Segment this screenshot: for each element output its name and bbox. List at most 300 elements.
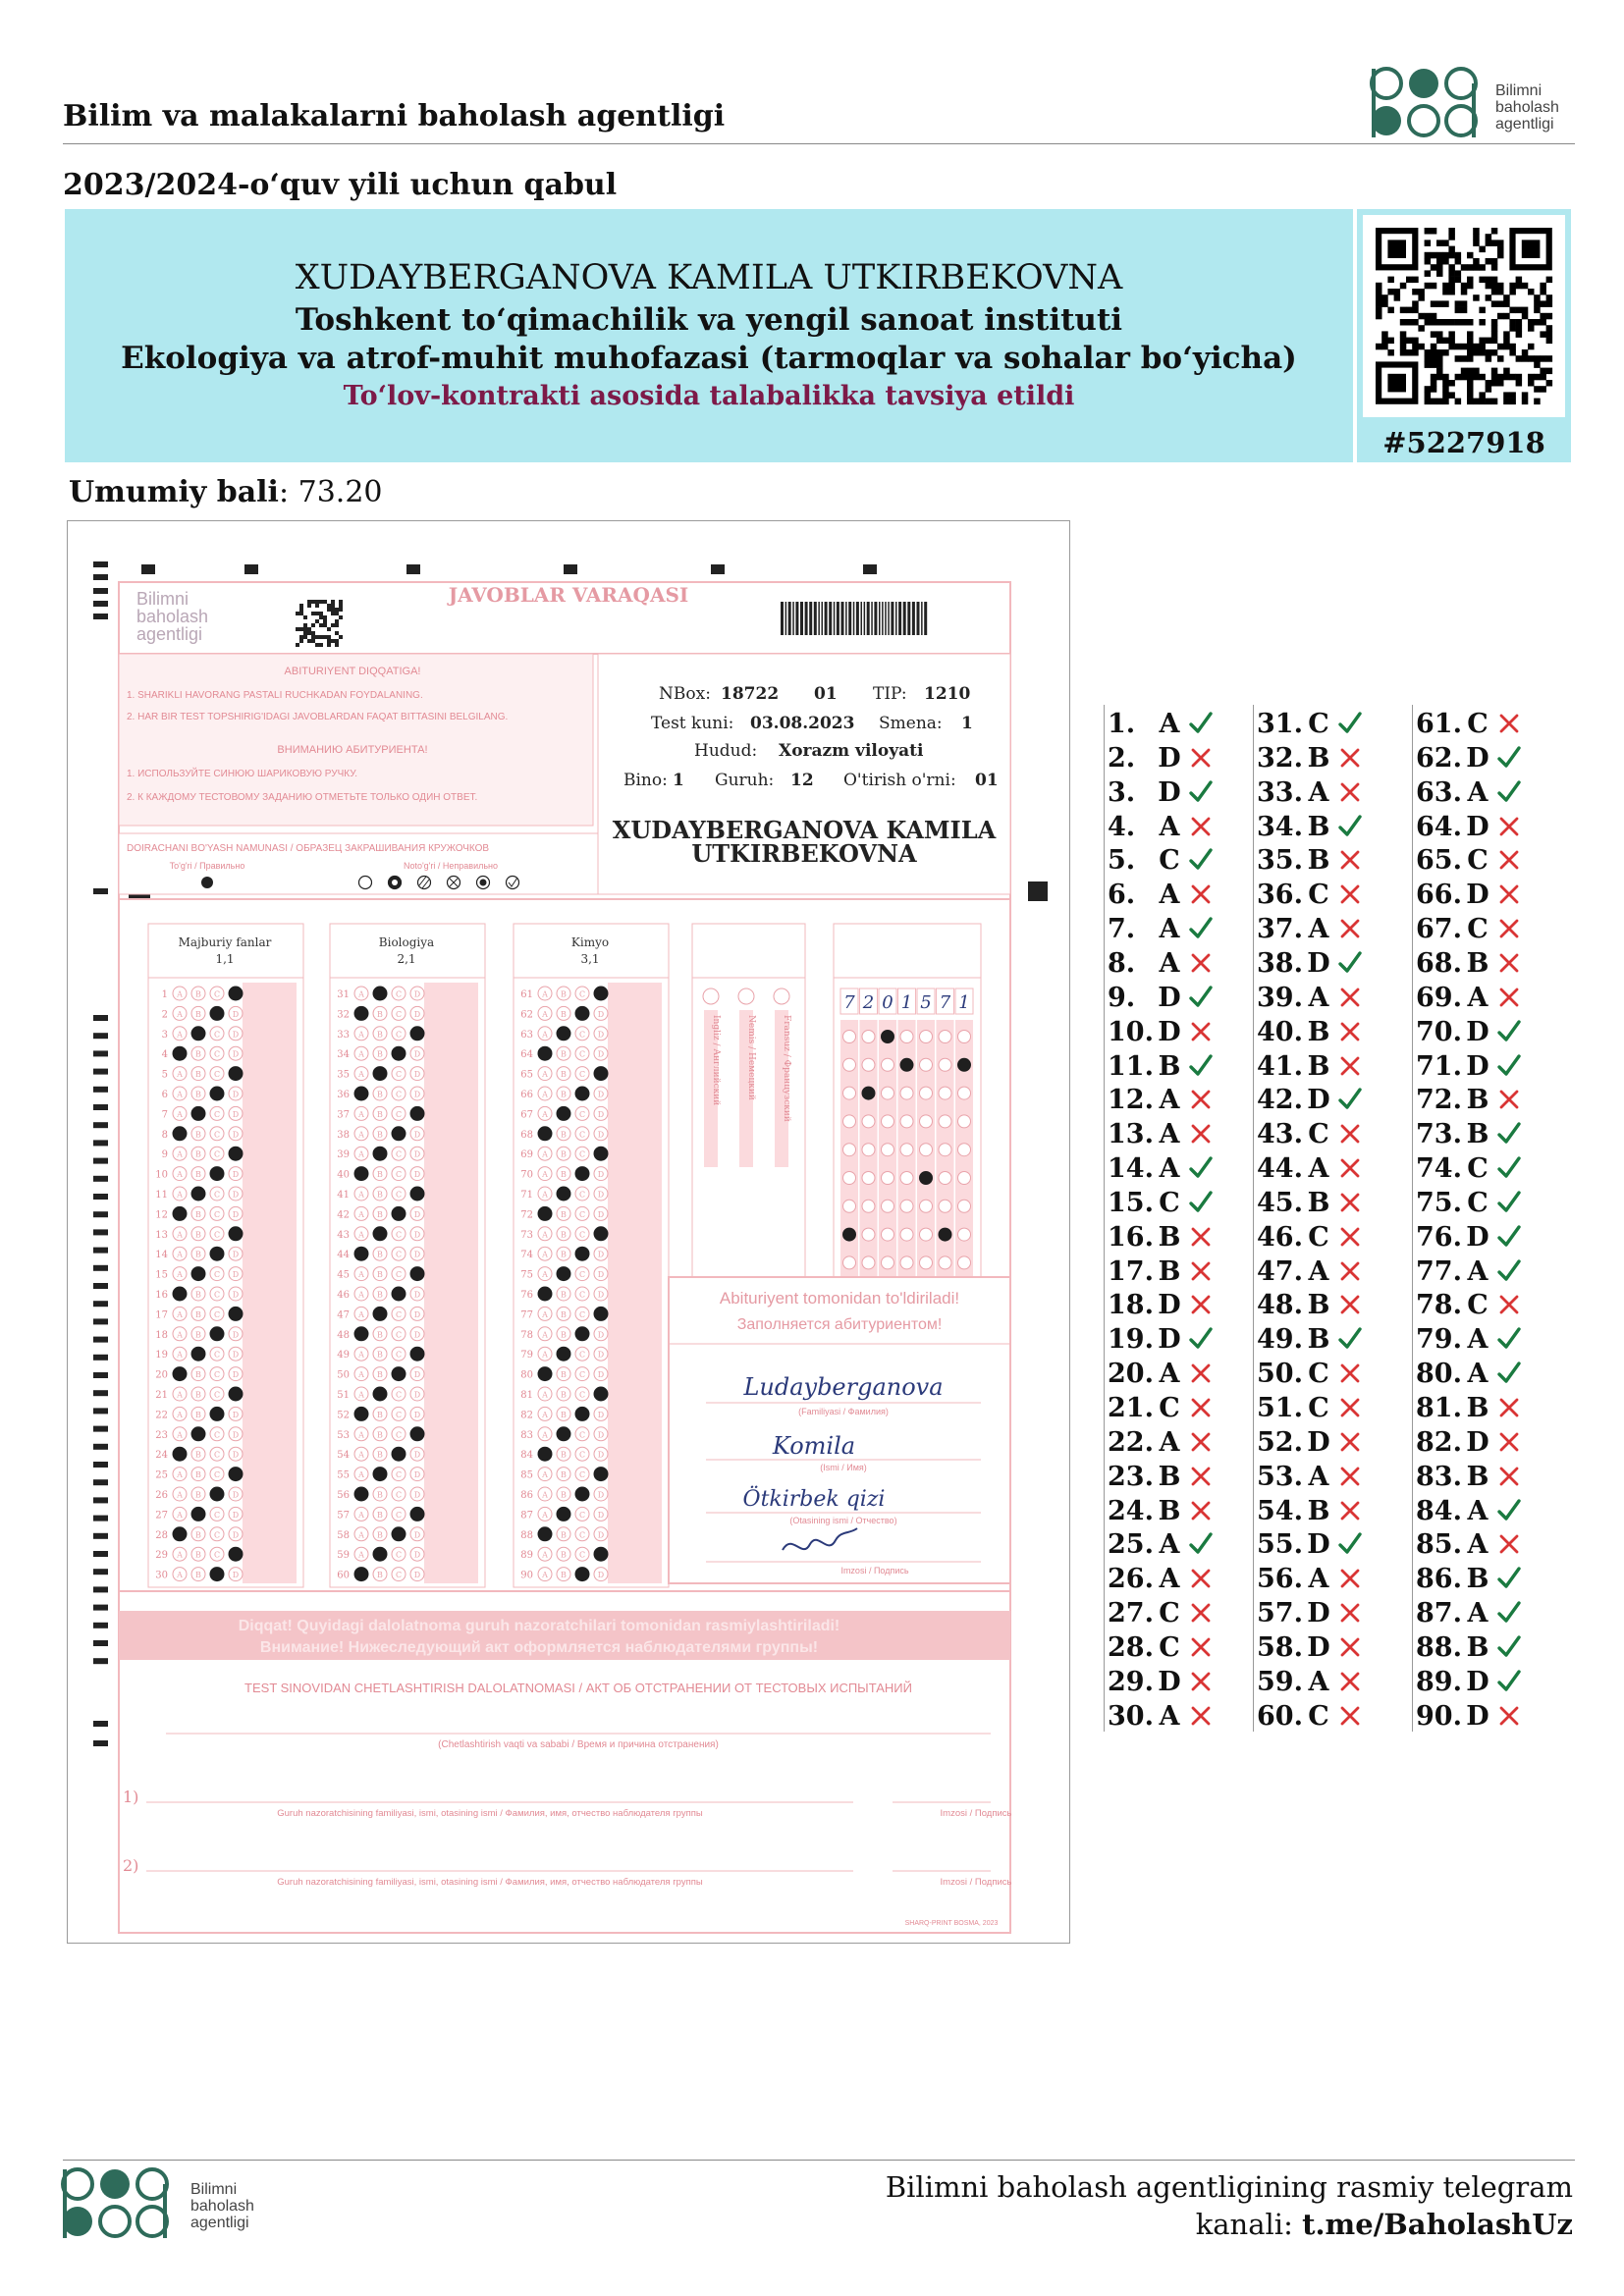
answer-bubble (575, 1247, 589, 1260)
footer-divider (63, 2160, 1575, 2161)
answer-row (1104, 1460, 1259, 1494)
answer-bubble (557, 1187, 570, 1201)
correct-answer-letter: B (1466, 1564, 1489, 1595)
question-number: 78. (1416, 1290, 1462, 1321)
svg-text:C: C (578, 1350, 586, 1360)
correct-answer-letter: D (1307, 1085, 1330, 1116)
correct-answer-letter: C (1308, 1700, 1329, 1732)
sheet-candidate-name: UTKIRBEKOVNA (691, 839, 917, 868)
svg-text:B: B (377, 1530, 383, 1540)
answer-row (1412, 843, 1567, 878)
cross-icon (1186, 1496, 1216, 1525)
correct-answer-letter: C (1467, 914, 1489, 945)
answer-row (1412, 1220, 1567, 1255)
cross-icon (1494, 1462, 1524, 1491)
digit-bubble (958, 1172, 971, 1185)
sample-right: To'g'ri / Правильно (169, 861, 245, 871)
svg-text:D: D (232, 1090, 240, 1099)
answer-row (1104, 1288, 1259, 1322)
question-number: 12. (1108, 1085, 1154, 1116)
subject-code: 2,1 (397, 952, 416, 966)
answer-row (1412, 1665, 1567, 1699)
notice-line: 1. SHARIKLI HAVORANG PASTALI RUCHKADAN FOYDALANING. (127, 690, 423, 701)
digit-bubble (843, 1172, 856, 1185)
svg-text:A: A (542, 1390, 548, 1400)
svg-text:D: D (597, 1170, 605, 1180)
correct-answer-letter: C (1308, 709, 1329, 739)
answer-bubble (191, 1427, 205, 1441)
answer-bubble (210, 1167, 224, 1181)
answer-row (1412, 1186, 1567, 1220)
answer-bubble (173, 1447, 187, 1461)
question-number: 55. (1257, 1529, 1303, 1561)
answer-row (1104, 1255, 1259, 1289)
cross-icon (1186, 743, 1216, 773)
correct-answer-letter: A (1308, 982, 1329, 1013)
answer-bubble (538, 1447, 552, 1461)
digit-bubble (939, 1256, 951, 1269)
svg-text:B: B (195, 1230, 201, 1240)
answer-bubble (173, 1527, 187, 1541)
svg-text:B: B (195, 1490, 201, 1500)
digit-bubble (862, 1058, 875, 1071)
svg-text:D: D (232, 1109, 240, 1119)
question-number: 61. (1416, 709, 1462, 739)
cross-icon (1494, 1701, 1524, 1731)
correct-answer-letter: A (1159, 1529, 1180, 1561)
bubble-question-number: 29 (155, 1550, 168, 1562)
svg-text:B: B (377, 1090, 383, 1099)
bubble-question-number: 27 (155, 1510, 168, 1522)
answer-bubble (557, 1267, 570, 1281)
answer-bubble (594, 1147, 608, 1160)
digit-bubble (862, 1228, 875, 1241)
answer-row (1253, 1425, 1408, 1460)
svg-text:B: B (561, 1130, 567, 1140)
group-label: Guruh: (715, 771, 775, 790)
answer-row (1253, 707, 1408, 741)
answer-row (1253, 1151, 1408, 1186)
answer-row (1104, 1425, 1259, 1460)
bubble-question-number: 72 (520, 1209, 533, 1221)
answer-row (1412, 981, 1567, 1015)
digit-bubble (958, 1200, 971, 1212)
svg-text:D: D (413, 1209, 421, 1219)
answer-row (1253, 1049, 1408, 1084)
answer-bubble (210, 1327, 224, 1341)
svg-text:A: A (177, 1330, 183, 1340)
digit-bubble (843, 1228, 856, 1241)
bubble-question-number: 6 (161, 1090, 168, 1100)
check-icon (1335, 1085, 1365, 1114)
bubble-question-number: 69 (520, 1149, 533, 1161)
svg-text:C: C (213, 1309, 221, 1319)
cross-icon (1494, 812, 1524, 841)
correct-answer-letter: B (1158, 1050, 1181, 1082)
cross-icon (1494, 948, 1524, 978)
correct-answer-letter: B (1466, 1631, 1489, 1663)
question-number: 34. (1257, 811, 1303, 842)
svg-text:A: A (177, 989, 183, 999)
question-number: 42. (1257, 1085, 1303, 1116)
correct-answer-letter: A (1159, 1700, 1180, 1732)
bubble-question-number: 81 (520, 1390, 533, 1401)
svg-text:C: C (213, 1230, 221, 1240)
svg-text:D: D (232, 1571, 240, 1580)
svg-text:C: C (578, 1209, 586, 1219)
question-number: 72. (1416, 1085, 1462, 1116)
removal-caption: (Chetlashtirish vaqti va sababi / Время и причина отстранения) (438, 1739, 719, 1750)
answer-row (1412, 1494, 1567, 1528)
answer-row (1412, 1357, 1567, 1391)
correct-answer-letter: D (1307, 1426, 1330, 1458)
svg-text:B: B (195, 1090, 201, 1099)
correct-answer-letter: C (1159, 1187, 1180, 1218)
footer-logo (61, 2167, 277, 2246)
question-number: 52. (1257, 1426, 1303, 1458)
sheet-logo-line: Bilimni (136, 589, 189, 609)
correct-answer-letter: A (1467, 1495, 1489, 1526)
digit-bubble (958, 1144, 971, 1156)
answer-row (1412, 1596, 1567, 1630)
answer-bubble (392, 1206, 406, 1220)
svg-text:B: B (561, 1049, 567, 1059)
svg-text:A: A (177, 1490, 183, 1500)
question-number: 70. (1416, 1016, 1462, 1047)
correct-answer-letter: A (1467, 1598, 1489, 1629)
answer-bubble (575, 1568, 589, 1581)
question-number: 40. (1257, 1016, 1303, 1047)
handwritten-name: Komila (772, 1432, 856, 1460)
sheet-title: JAVOBLAR VARAQASI (448, 583, 689, 607)
correct-answer-letter: C (1159, 845, 1180, 877)
svg-text:A: A (358, 1070, 364, 1080)
answer-bubble (229, 1147, 243, 1160)
svg-text:D: D (597, 1109, 605, 1119)
telegram-link[interactable]: t.me/BaholashUz (1302, 2208, 1573, 2241)
question-number: 63. (1416, 776, 1462, 808)
bubble-question-number: 24 (155, 1450, 168, 1462)
svg-text:B: B (195, 1309, 201, 1319)
bubble-question-number: 30 (155, 1570, 168, 1581)
subject-header: Biologiya (378, 935, 435, 949)
cross-icon (1494, 1085, 1524, 1114)
cross-icon (1335, 743, 1365, 773)
answer-row (1104, 1494, 1259, 1528)
question-number: 68. (1416, 947, 1462, 979)
bubble-question-number: 84 (520, 1450, 533, 1462)
question-number: 35. (1257, 845, 1303, 877)
bubble-question-number: 83 (520, 1429, 533, 1441)
bubble-question-number: 32 (337, 1009, 350, 1021)
cross-icon (1494, 1393, 1524, 1422)
svg-text:D: D (597, 1410, 605, 1419)
svg-text:A: A (542, 1410, 548, 1419)
question-number: 30. (1108, 1700, 1154, 1732)
answer-bubble (392, 1046, 406, 1060)
digit-bubble (920, 1172, 933, 1185)
answer-row (1104, 1322, 1259, 1357)
correct-answer-letter: A (1308, 1153, 1329, 1185)
svg-text:B: B (377, 1430, 383, 1440)
svg-text:C: C (213, 1070, 221, 1080)
question-number: 88. (1416, 1631, 1462, 1663)
svg-text:A: A (177, 1030, 183, 1040)
digit-bubble (900, 1144, 913, 1156)
svg-text:B: B (377, 1109, 383, 1119)
warning-line: Diqqat! Quyidagi dalolatnoma guruh nazoratchilari tomonidan rasmiylashtiriladi! (238, 1618, 840, 1634)
cross-icon (1335, 1017, 1365, 1046)
digit-bubble (920, 1228, 933, 1241)
svg-text:D: D (597, 1290, 605, 1300)
sample-title: DOIRACHANI BO'YASH NAMUNASI / ОБРАЗЕЦ ЗАКРАШИВАНИЯ КРУЖОЧКОВ (127, 843, 490, 854)
svg-text:B: B (195, 1130, 201, 1140)
answer-row (1104, 1117, 1259, 1151)
correct-answer-letter: B (1307, 1495, 1330, 1526)
svg-text:B: B (195, 1330, 201, 1340)
correct-answer-letter: C (1467, 845, 1489, 877)
correct-answer-letter: D (1466, 1666, 1489, 1697)
svg-text:C: C (578, 1430, 586, 1440)
bubble-question-number: 26 (155, 1490, 168, 1501)
correct-answer-letter: A (1467, 982, 1489, 1013)
svg-text:B: B (195, 1571, 201, 1580)
answer-bubble (210, 1568, 224, 1581)
question-number: 75. (1416, 1187, 1462, 1218)
answer-bubble (191, 1507, 205, 1521)
svg-text:C: C (395, 1250, 403, 1259)
correct-answer-letter: A (1159, 811, 1180, 842)
svg-text:A: A (358, 1149, 364, 1159)
nbox-value: 18722 (721, 684, 780, 704)
svg-text:B: B (377, 1209, 383, 1219)
digit-bubble (843, 1058, 856, 1071)
svg-text:B: B (377, 1170, 383, 1180)
svg-text:A: A (177, 1190, 183, 1200)
svg-text:C: C (395, 1070, 403, 1080)
correct-answer-letter: C (1159, 1631, 1180, 1663)
svg-text:C: C (395, 1390, 403, 1400)
cross-icon (1335, 983, 1365, 1012)
cross-icon (1494, 1427, 1524, 1457)
correct-answer-letter: A (1308, 914, 1329, 945)
digit-bubble (900, 1115, 913, 1128)
answer-row (1253, 878, 1408, 912)
svg-text:D: D (232, 1290, 240, 1300)
svg-text:A: A (542, 1090, 548, 1099)
question-number: 86. (1416, 1564, 1462, 1595)
svg-text:A: A (358, 1390, 364, 1400)
correct-answer-letter: C (1467, 1290, 1489, 1321)
question-number: 58. (1257, 1631, 1303, 1663)
handwritten-patronymic: Ötkirbek qizi (742, 1487, 886, 1512)
question-number: 27. (1108, 1598, 1154, 1629)
logo-text-line: Bilimni (190, 2181, 238, 2198)
svg-text:A: A (358, 1030, 364, 1040)
institute-name: Toshkent to‘qimachilik va yengil sanoat instituti (295, 302, 1123, 338)
svg-text:C: C (395, 1149, 403, 1159)
svg-text:D: D (232, 1530, 240, 1540)
svg-text:A: A (177, 1009, 183, 1019)
svg-text:A: A (542, 1309, 548, 1319)
fill-title: Abituriyent tomonidan to'ldiriladi! (719, 1289, 960, 1308)
answer-row (1253, 1117, 1408, 1151)
svg-text:B: B (561, 989, 567, 999)
question-number: 69. (1416, 982, 1462, 1013)
bubble-question-number: 37 (337, 1109, 350, 1121)
check-icon (1494, 1051, 1524, 1081)
svg-text:B: B (195, 1209, 201, 1219)
bubble-question-number: 38 (337, 1129, 350, 1141)
svg-text:C: C (578, 1390, 586, 1400)
correct-answer-letter: D (1307, 947, 1330, 979)
bubble-question-number: 8 (161, 1129, 168, 1141)
correct-answer-letter: D (1158, 1666, 1181, 1697)
check-icon (1494, 777, 1524, 807)
svg-text:C: C (213, 1390, 221, 1400)
question-number: 39. (1257, 982, 1303, 1013)
svg-text:A: A (542, 1149, 548, 1159)
question-number: 19. (1108, 1324, 1154, 1356)
svg-text:A: A (358, 1350, 364, 1360)
correct-answer-letter: B (1466, 1119, 1489, 1150)
cross-icon (1335, 1701, 1365, 1731)
bubble-question-number: 66 (520, 1090, 533, 1100)
question-number: 44. (1257, 1153, 1303, 1185)
svg-text:B: B (561, 1410, 567, 1419)
svg-text:B: B (561, 1209, 567, 1219)
answer-row (1253, 775, 1408, 810)
svg-text:B: B (561, 1530, 567, 1540)
correct-answer-letter: A (1308, 1461, 1329, 1492)
svg-text:C: C (395, 1330, 403, 1340)
svg-text:A: A (542, 1230, 548, 1240)
answer-bubble (354, 1087, 368, 1100)
answer-row (1104, 775, 1259, 810)
cross-icon (1186, 1632, 1216, 1662)
question-number: 41. (1257, 1050, 1303, 1082)
digit-bubble (900, 1256, 913, 1269)
svg-text:C: C (213, 1270, 221, 1280)
question-number: 65. (1416, 845, 1462, 877)
svg-text:B: B (377, 1450, 383, 1460)
svg-text:A: A (177, 1350, 183, 1360)
answer-row (1104, 843, 1259, 878)
svg-text:B: B (561, 1009, 567, 1019)
notice-line: 1. ИСПОЛЬЗУЙТЕ СИНЮЮ ШАРИКОВУЮ РУЧКУ. (127, 769, 357, 779)
answer-bubble (229, 1307, 243, 1320)
answer-bubble (594, 1468, 608, 1481)
svg-text:A: A (358, 1109, 364, 1119)
notice-line: 2. К КАЖДОМУ ТЕСТОВОМУ ЗАДАНИЮ ОТМЕТЬТЕ ТОЛЬКО ОДИН ОТВЕТ. (127, 792, 478, 803)
digit-bubble (920, 1087, 933, 1099)
svg-text:A: A (358, 1209, 364, 1219)
svg-text:D: D (413, 1090, 421, 1099)
svg-text:C: C (395, 1510, 403, 1520)
answer-bubble (229, 1227, 243, 1241)
svg-text:C: C (213, 1209, 221, 1219)
logo-text-line: agentligi (190, 2215, 249, 2231)
answer-row (1104, 1357, 1259, 1391)
svg-text:C: C (213, 1550, 221, 1560)
svg-text:A: A (358, 1510, 364, 1520)
bubble-question-number: 80 (520, 1369, 533, 1381)
answer-row (1412, 1083, 1567, 1117)
answer-row (1104, 981, 1259, 1015)
answer-row (1253, 1460, 1408, 1494)
svg-text:D: D (413, 1049, 421, 1059)
svg-text:B: B (561, 1470, 567, 1480)
svg-text:D: D (232, 1130, 240, 1140)
answer-row (1412, 946, 1567, 981)
correct-answer-letter: A (1159, 1359, 1180, 1390)
correct-answer-letter: D (1307, 1631, 1330, 1663)
svg-text:D: D (413, 1250, 421, 1259)
digit-bubble (939, 1172, 951, 1185)
bubble-question-number: 90 (520, 1570, 533, 1581)
answer-bubble (191, 1106, 205, 1120)
correct-answer-letter: A (1467, 1255, 1489, 1287)
bubble-question-number: 13 (155, 1229, 168, 1241)
question-number: 83. (1416, 1461, 1462, 1492)
svg-text:A: A (358, 1309, 364, 1319)
correct-answer-letter: D (1466, 811, 1489, 842)
question-number: 33. (1257, 776, 1303, 808)
digit-bubble (958, 1256, 971, 1269)
correct-answer-letter: A (1467, 776, 1489, 808)
correct-answer-letter: A (1308, 1255, 1329, 1287)
bubble-question-number: 71 (520, 1190, 533, 1201)
cross-icon (1186, 948, 1216, 978)
logo-text-line: baholash (1495, 99, 1559, 116)
svg-text:D: D (413, 1470, 421, 1480)
digit-bubble (862, 1200, 875, 1212)
digit-bubble (862, 1144, 875, 1156)
answer-row (1104, 1562, 1259, 1596)
answer-row (1253, 1391, 1408, 1425)
answer-row (1104, 1186, 1259, 1220)
question-number: 90. (1416, 1700, 1462, 1732)
cross-icon (1494, 914, 1524, 943)
svg-text:C: C (395, 1009, 403, 1019)
svg-text:B: B (195, 1049, 201, 1059)
answer-row (1253, 810, 1408, 844)
answer-bubble (173, 1287, 187, 1301)
question-number: 22. (1108, 1426, 1154, 1458)
question-number: 53. (1257, 1461, 1303, 1492)
svg-text:B: B (377, 1410, 383, 1419)
answer-bubble (210, 1006, 224, 1020)
svg-text:C: C (213, 1049, 221, 1059)
booklet-digit: 1 (900, 992, 913, 1013)
svg-text:A: A (177, 1250, 183, 1259)
svg-text:C: C (213, 1470, 221, 1480)
region-value: Xorazm viloyati (779, 741, 924, 761)
correct-answer-letter: B (1307, 742, 1330, 774)
bubble-question-number: 42 (337, 1209, 350, 1221)
bubble-question-number: 12 (155, 1209, 168, 1221)
digit-bubble (882, 1172, 894, 1185)
answer-bubble (410, 1106, 424, 1120)
correct-answer-letter: C (1467, 709, 1489, 739)
svg-text:A: A (358, 1130, 364, 1140)
svg-text:D: D (232, 1330, 240, 1340)
bubble-question-number: 10 (155, 1169, 168, 1181)
svg-text:A: A (177, 1230, 183, 1240)
answer-row (1104, 912, 1259, 946)
bubble-question-number: 78 (520, 1329, 533, 1341)
correct-answer-letter: B (1466, 1393, 1489, 1423)
